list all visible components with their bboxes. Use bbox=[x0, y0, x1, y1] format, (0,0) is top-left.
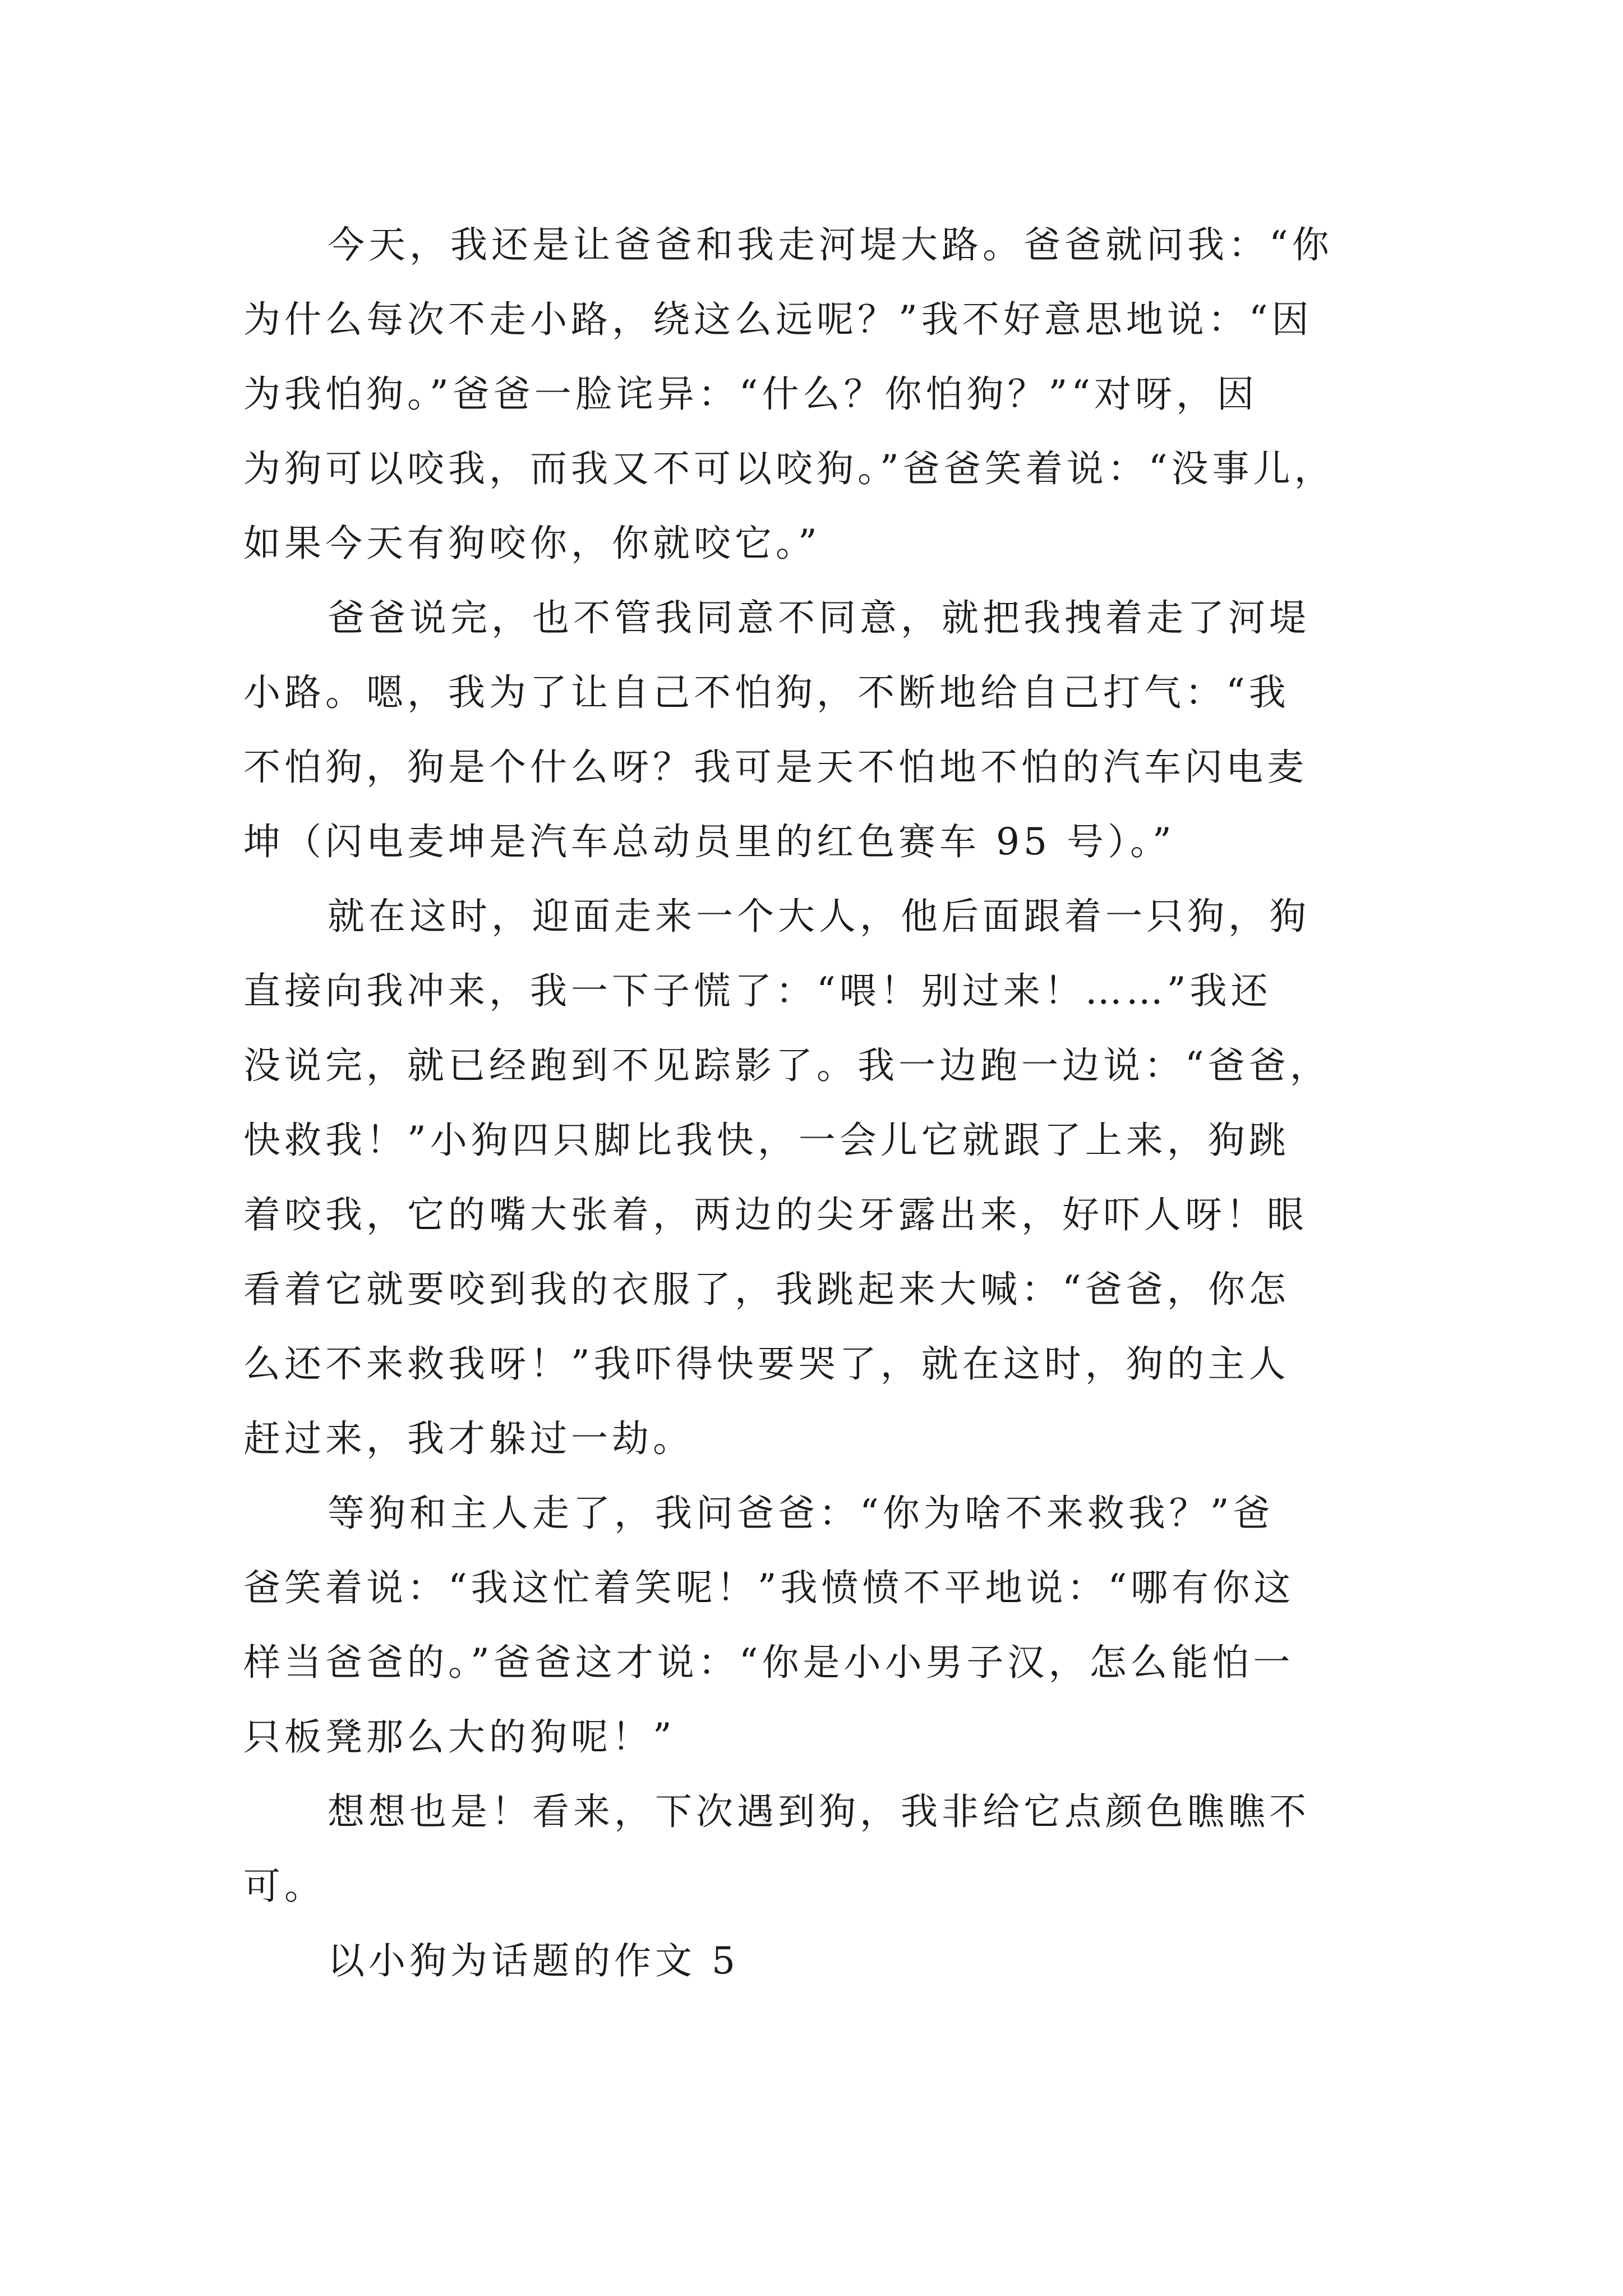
paragraph-4-line-2: 爸笑着说：“我这忙着笑呢！”我愤愤不平地说：“哪有你这 bbox=[243, 1566, 1295, 1609]
paragraph-3-line-1: 就在这时，迎面走来一个大人，他后面跟着一只狗，狗 bbox=[328, 895, 1310, 938]
paragraph-3-line-8: 赶过来，我才躲过一劫。 bbox=[243, 1417, 694, 1460]
paragraph-2-line-3: 不怕狗，狗是个什么呀？我可是天不怕地不怕的汽车闪电麦 bbox=[243, 746, 1308, 789]
paragraph-3-line-4: 快救我！”小狗四只脚比我快，一会儿它就跟了上来，狗跳 bbox=[243, 1119, 1290, 1162]
paragraph-2-line-4: 坤（闪电麦坤是汽车总动员里的红色赛车 95 号）。” bbox=[243, 820, 1175, 863]
paragraph-3-line-3: 没说完，就已经跑到不见踪影了。我一边跑一边说：“爸爸， bbox=[243, 1044, 1331, 1087]
paragraph-3-line-6: 看着它就要咬到我的衣服了，我跳起来大喊：“爸爸，你怎 bbox=[243, 1268, 1290, 1311]
paragraph-4-line-1: 等狗和主人走了，我问爸爸：“你为啥不来救我？”爸 bbox=[328, 1492, 1274, 1535]
paragraph-2-line-2: 小路。嗯，我为了让自己不怕狗，不断地给自己打气：“我 bbox=[243, 671, 1290, 714]
paragraph-5-line-2: 可。 bbox=[243, 1865, 325, 1908]
paragraph-4-line-4: 只板凳那么大的狗呢！” bbox=[243, 1715, 676, 1759]
paragraph-3-line-7: 么还不来救我呀！”我吓得快要哭了，就在这时，狗的主人 bbox=[243, 1342, 1290, 1386]
paragraph-3-line-5: 着咬我，它的嘴大张着，两边的尖牙露出来，好吓人呀！眼 bbox=[243, 1193, 1308, 1236]
paragraph-2-line-1: 爸爸说完，也不管我同意不同意，就把我拽着走了河堤 bbox=[328, 596, 1310, 639]
paragraph-1-line-5: 如果今天有狗咬你，你就咬它。” bbox=[243, 522, 821, 565]
document-body bbox=[243, 208, 1387, 1998]
paragraph-1-line-1: 今天，我还是让爸爸和我走河堤大路。爸爸就问我：“你 bbox=[328, 223, 1333, 266]
paragraph-1-line-3: 为我怕狗。”爸爸一脸诧异：“什么？你怕狗？”“对呀，因 bbox=[243, 372, 1258, 416]
paragraph-4-line-3: 样当爸爸的。”爸爸这才说：“你是小小男子汉，怎么能怕一 bbox=[243, 1641, 1294, 1684]
paragraph-1-line-4: 为狗可以咬我，而我又不可以咬狗。”爸爸笑着说：“没事儿， bbox=[243, 447, 1335, 490]
paragraph-3-line-2: 直接向我冲来，我一下子慌了：“喂！别过来！……”我还 bbox=[243, 969, 1272, 1013]
paragraph-1-line-2: 为什么每次不走小路，绕这么远呢？”我不好意思地说：“因 bbox=[243, 298, 1313, 341]
paragraph-5-line-1: 想想也是！看来，下次遇到狗，我非给它点颜色瞧瞧不 bbox=[328, 1790, 1310, 1833]
section-heading: 以小狗为话题的作文 5 bbox=[328, 1939, 739, 1982]
